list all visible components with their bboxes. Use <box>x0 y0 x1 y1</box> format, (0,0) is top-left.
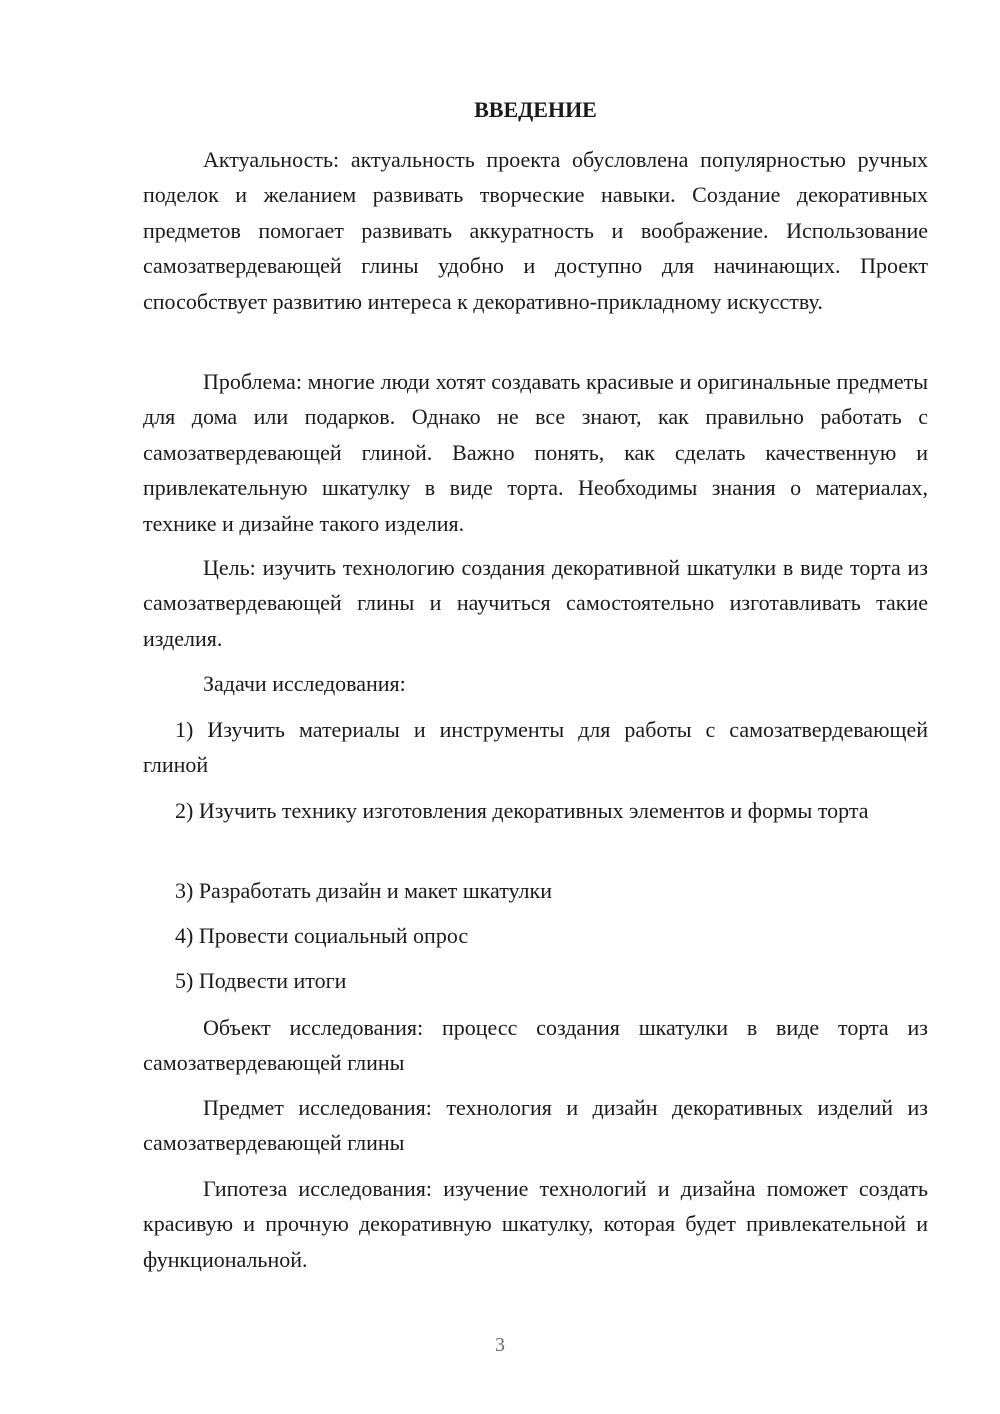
page-number: 3 <box>495 1334 505 1356</box>
paragraph-relevance: Актуальность: актуальность проекта обусловлена популярностью ручных поделок и желанием развивать творческие навыки. Создание декоративных предметов помогает развивать аккуратность и воображение. Использование самозатвердевающей глины удобно и доступно для начинающих. Проект способствует развитию интереса к декоративно-прикладному искусству. <box>143 147 928 314</box>
list-item-task-2: 2) Изучить технику изготовления декоративных элементов и формы торта <box>175 798 869 823</box>
paragraph-object: Объект исследования: процесс создания шкатулки в виде торта из самозатвердевающей глины <box>143 1015 928 1076</box>
paragraph-hypothesis: Гипотеза исследования: изучение технологий и дизайна поможет создать красивую и прочную декоративную шкатулку, которая будет привлекательной и функциональной. <box>143 1176 928 1272</box>
list-item-task-1: 1) Изучить материалы и инструменты для работы с самозатвердевающей глиной <box>143 717 928 778</box>
page-title: ВВЕДЕНИЕ <box>474 97 597 122</box>
paragraph-goal: Цель: изучить технологию создания декоративной шкатулки в виде торта из самозатвердевающей глины и научиться самостоятельно изготавливать такие изделия. <box>143 555 928 651</box>
paragraph-subject: Предмет исследования: технология и дизайн декоративных изделий из самозатвердевающей глины <box>143 1095 928 1156</box>
list-item-task-5: 5) Подвести итоги <box>175 968 347 993</box>
list-item-task-3: 3) Разработать дизайн и макет шкатулки <box>175 878 552 903</box>
list-item-task-4: 4) Провести социальный опрос <box>175 923 469 948</box>
paragraph-problem: Проблема: многие люди хотят создавать красивые и оригинальные предметы для дома или подарков. Однако не все знают, как правильно работать с самозатвердевающей глиной. Важно понять, как сделать качественную и привлекательную шкатулку в виде торта. Необходимы знания о материалах, технике и дизайне такого изделия. <box>143 369 928 536</box>
paragraph-tasks-heading: Задачи исследования: <box>203 671 406 696</box>
